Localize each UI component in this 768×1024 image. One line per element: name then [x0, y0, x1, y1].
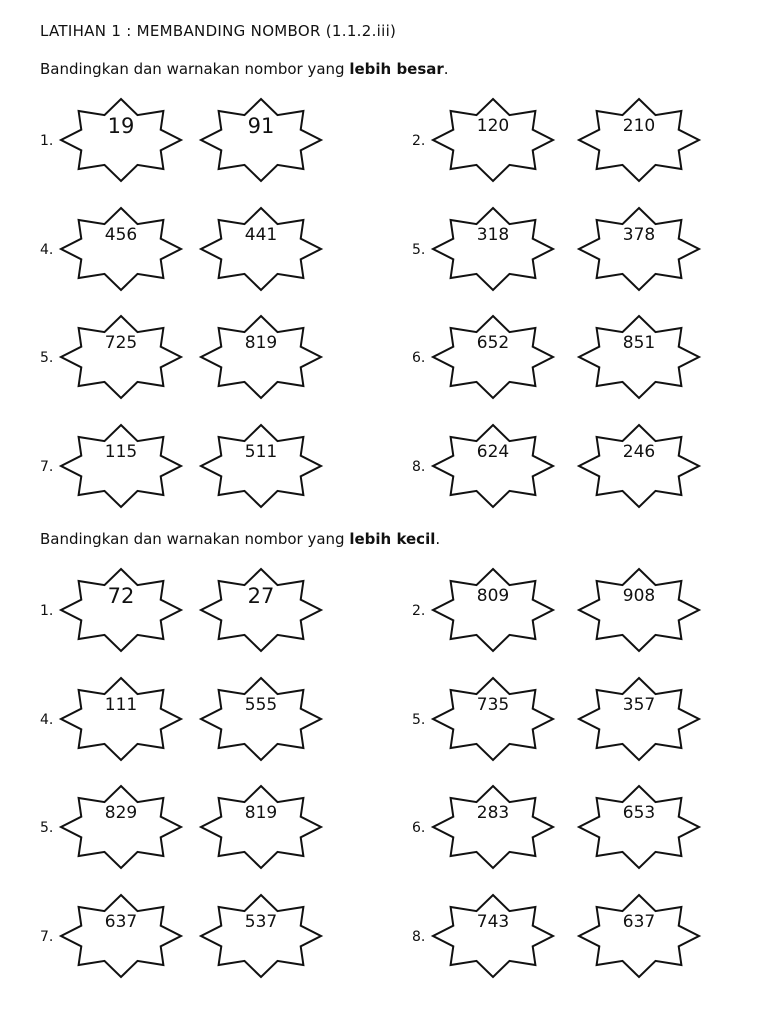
- star-number: 111: [104, 694, 138, 715]
- star-number: 27: [247, 584, 275, 608]
- item-number-label: 8.: [412, 458, 426, 475]
- star-shape[interactable]: [60, 98, 182, 182]
- worksheet-title: LATIHAN 1 : MEMBANDING NOMBOR (1.1.2.iii): [40, 22, 397, 40]
- star-shape[interactable]: [200, 677, 322, 761]
- star-outline: [200, 424, 322, 508]
- star-number: 246: [622, 441, 656, 462]
- star-shape[interactable]: [200, 894, 322, 978]
- star-number: 908: [622, 586, 656, 606]
- star-outline: [578, 677, 700, 761]
- star-number: 652: [476, 333, 510, 353]
- star-outline: [200, 98, 322, 182]
- star-number: 637: [622, 911, 656, 932]
- star-number: 819: [244, 333, 278, 353]
- star-number: 829: [104, 803, 138, 823]
- star-number: 115: [104, 441, 138, 462]
- star-number: 743: [476, 911, 510, 932]
- item-number-label: 5.: [40, 350, 54, 366]
- star-number: 624: [476, 441, 510, 462]
- star-number: 120: [476, 116, 510, 136]
- instruction-end: .: [435, 530, 441, 548]
- item-number-label: 8.: [412, 928, 426, 945]
- star-number: 851: [622, 333, 656, 353]
- star-shape[interactable]: [60, 315, 182, 399]
- item-number-label: 2.: [412, 603, 426, 619]
- star-outline: [432, 677, 554, 761]
- star-shape[interactable]: [432, 207, 554, 291]
- star-shape[interactable]: [432, 315, 554, 399]
- instruction-text: Bandingkan dan warnakan nombor yang: [40, 530, 350, 548]
- star-number: 378: [622, 224, 656, 245]
- star-shape[interactable]: [60, 424, 182, 508]
- star-outline: [578, 424, 700, 508]
- star-shape[interactable]: [432, 568, 554, 652]
- star-number: 91: [247, 114, 275, 138]
- star-shape[interactable]: [578, 894, 700, 978]
- star-outline: [578, 315, 700, 399]
- instruction-keyword: lebih kecil: [349, 530, 436, 548]
- star-outline: [200, 207, 322, 291]
- star-number: 809: [476, 586, 510, 606]
- star-shape[interactable]: [200, 785, 322, 869]
- star-number: 537: [244, 911, 278, 932]
- star-number: 441: [244, 224, 278, 245]
- item-number-label: 5.: [40, 820, 54, 836]
- item-number-label: 6.: [412, 820, 426, 836]
- star-outline: [60, 894, 182, 978]
- star-outline: [60, 315, 182, 399]
- item-number-label: 5.: [412, 711, 426, 728]
- item-number-label: 7.: [40, 928, 54, 945]
- star-outline: [200, 785, 322, 869]
- star-outline: [200, 315, 322, 399]
- star-number: 357: [622, 694, 656, 715]
- star-shape[interactable]: [578, 785, 700, 869]
- star-outline: [432, 315, 554, 399]
- star-outline: [578, 894, 700, 978]
- star-outline: [200, 677, 322, 761]
- star-outline: [60, 98, 182, 182]
- star-shape[interactable]: [60, 677, 182, 761]
- star-shape[interactable]: [578, 677, 700, 761]
- star-outline: [60, 677, 182, 761]
- star-shape[interactable]: [200, 315, 322, 399]
- star-shape[interactable]: [578, 315, 700, 399]
- star-number: 72: [107, 584, 135, 608]
- star-shape[interactable]: [200, 207, 322, 291]
- star-shape[interactable]: [578, 568, 700, 652]
- star-shape[interactable]: [200, 568, 322, 652]
- star-outline: [200, 568, 322, 652]
- instruction-smaller: [40, 530, 440, 548]
- star-outline: [432, 424, 554, 508]
- star-outline: [578, 98, 700, 182]
- item-number-label: 2.: [412, 133, 426, 149]
- item-number-label: 6.: [412, 350, 426, 366]
- star-number: 19: [107, 114, 135, 138]
- star-outline: [60, 207, 182, 291]
- star-number: 318: [476, 224, 510, 245]
- star-shape[interactable]: [432, 785, 554, 869]
- star-outline: [60, 568, 182, 652]
- star-shape[interactable]: [432, 894, 554, 978]
- item-number-label: 4.: [40, 241, 54, 258]
- star-outline: [578, 785, 700, 869]
- star-number: 653: [622, 803, 656, 823]
- item-number-label: 5.: [412, 241, 426, 258]
- star-number: 725: [104, 333, 138, 353]
- star-shape[interactable]: [60, 785, 182, 869]
- star-shape[interactable]: [432, 98, 554, 182]
- star-shape[interactable]: [432, 677, 554, 761]
- item-number-label: 7.: [40, 458, 54, 475]
- star-outline: [60, 785, 182, 869]
- star-outline: [432, 568, 554, 652]
- star-number: 735: [476, 694, 510, 715]
- star-outline: [432, 894, 554, 978]
- star-number: 456: [104, 224, 138, 245]
- star-shape[interactable]: [432, 424, 554, 508]
- star-number: 555: [244, 694, 278, 715]
- star-outline: [432, 785, 554, 869]
- star-shape[interactable]: [578, 207, 700, 291]
- item-number-label: 1.: [40, 133, 54, 149]
- star-outline: [200, 894, 322, 978]
- star-shape[interactable]: [200, 424, 322, 508]
- star-outline: [60, 424, 182, 508]
- star-shape[interactable]: [200, 98, 322, 182]
- star-shape[interactable]: [60, 568, 182, 652]
- item-number-label: 1.: [40, 603, 54, 619]
- star-outline: [432, 98, 554, 182]
- star-number: 283: [476, 803, 510, 823]
- instruction-keyword: lebih besar: [349, 60, 444, 78]
- star-number: 511: [244, 441, 278, 462]
- item-number-label: 4.: [40, 711, 54, 728]
- star-outline: [578, 568, 700, 652]
- instruction-end: .: [443, 60, 449, 78]
- instruction-larger: [40, 60, 449, 78]
- star-shape[interactable]: [578, 98, 700, 182]
- star-shape[interactable]: [60, 894, 182, 978]
- star-number: 819: [244, 803, 278, 823]
- star-number: 637: [104, 911, 138, 932]
- star-outline: [578, 207, 700, 291]
- star-shape[interactable]: [578, 424, 700, 508]
- star-number: 210: [622, 116, 656, 136]
- star-outline: [432, 207, 554, 291]
- star-shape[interactable]: [60, 207, 182, 291]
- instruction-text: Bandingkan dan warnakan nombor yang: [40, 60, 350, 78]
